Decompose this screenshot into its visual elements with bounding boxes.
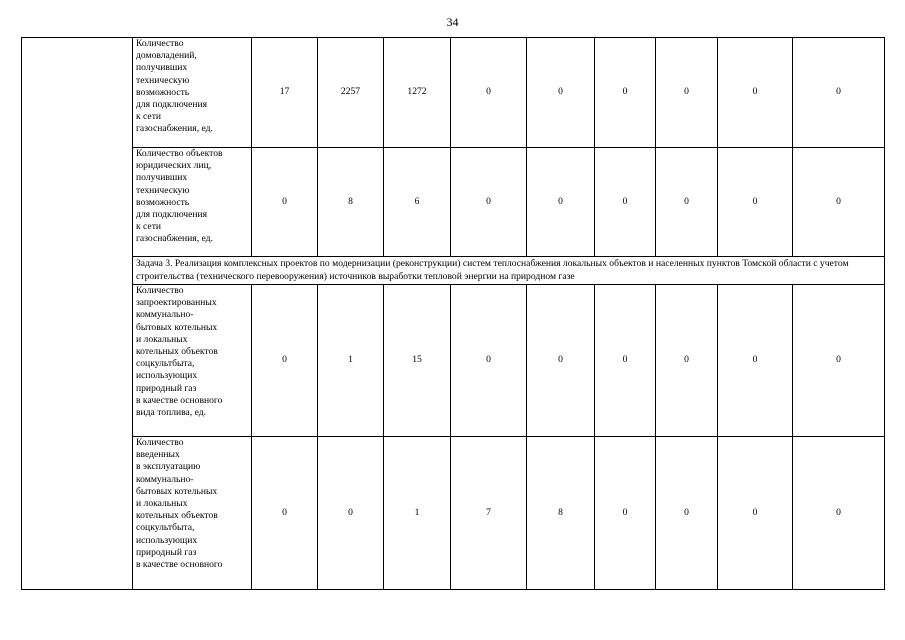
value-cell: 0 — [451, 38, 527, 148]
empty-cell — [22, 257, 133, 285]
value-cell: 6 — [384, 148, 451, 257]
value-cell: 15 — [384, 285, 451, 437]
value-cell: 1 — [384, 437, 451, 590]
value-cell: 0 — [252, 148, 318, 257]
value-cell: 0 — [718, 437, 793, 590]
value-cell: 0 — [793, 148, 885, 257]
table-row — [22, 148, 885, 257]
value-cell: 0 — [252, 437, 318, 590]
indicator-table — [21, 37, 885, 590]
indicator-label: Количество введенных в эксплуатацию коммунально- бытовых котельных и локальных котельных объектов соцкультбыта, использующих природный газ в качестве основного — [133, 437, 252, 590]
value-cell: 0 — [718, 285, 793, 437]
table-row — [22, 285, 885, 437]
value-cell: 0 — [252, 285, 318, 437]
value-cell: 0 — [318, 437, 384, 590]
value-cell: 0 — [595, 285, 656, 437]
value-cell: 0 — [656, 38, 718, 148]
table-row — [22, 38, 885, 148]
value-cell: 0 — [595, 38, 656, 148]
indicator-label: Количество запроектированных коммунально- бытовых котельных и локальных котельных объектов соцкультбыта, использующих природный газ в качестве основного вида топлива, ед. — [133, 285, 252, 437]
value-cell: 0 — [793, 38, 885, 148]
value-cell: 0 — [656, 285, 718, 437]
value-cell: 0 — [595, 148, 656, 257]
page-number: 34 — [446, 15, 459, 29]
empty-cell — [22, 38, 133, 257]
table-row — [22, 437, 885, 590]
value-cell: 0 — [793, 285, 885, 437]
value-cell: 0 — [595, 437, 656, 590]
empty-cell — [22, 285, 133, 590]
value-cell: 0 — [527, 38, 595, 148]
value-cell: 0 — [718, 38, 793, 148]
value-cell: 7 — [451, 437, 527, 590]
value-cell: 1272 — [384, 38, 451, 148]
value-cell: 8 — [527, 437, 595, 590]
value-cell: 0 — [718, 148, 793, 257]
value-cell: 0 — [451, 285, 527, 437]
value-cell: 0 — [793, 437, 885, 590]
value-cell: 0 — [656, 148, 718, 257]
value-cell: 1 — [318, 285, 384, 437]
value-cell: 0 — [451, 148, 527, 257]
task-row — [22, 257, 885, 285]
indicator-label: Количество домовладений, получивших техническую возможность для подключения к сети газоснабжения, ед. — [133, 38, 252, 148]
task-3-heading: Задача 3. Реализация комплексных проектов по модернизации (реконструкции) систем теплоснабжения локальных объектов и населенных пунктов Томской области с учетом строительства (технического перевооружения) источников выработки тепловой энергии на природном газе — [133, 257, 885, 285]
value-cell: 0 — [527, 285, 595, 437]
value-cell: 8 — [318, 148, 384, 257]
indicator-label: Количество объектов юридических лиц, получивших техническую возможность для подключения к сети газоснабжения, ед. — [133, 148, 252, 257]
value-cell: 0 — [527, 148, 595, 257]
value-cell: 0 — [656, 437, 718, 590]
value-cell: 17 — [252, 38, 318, 148]
value-cell: 2257 — [318, 38, 384, 148]
